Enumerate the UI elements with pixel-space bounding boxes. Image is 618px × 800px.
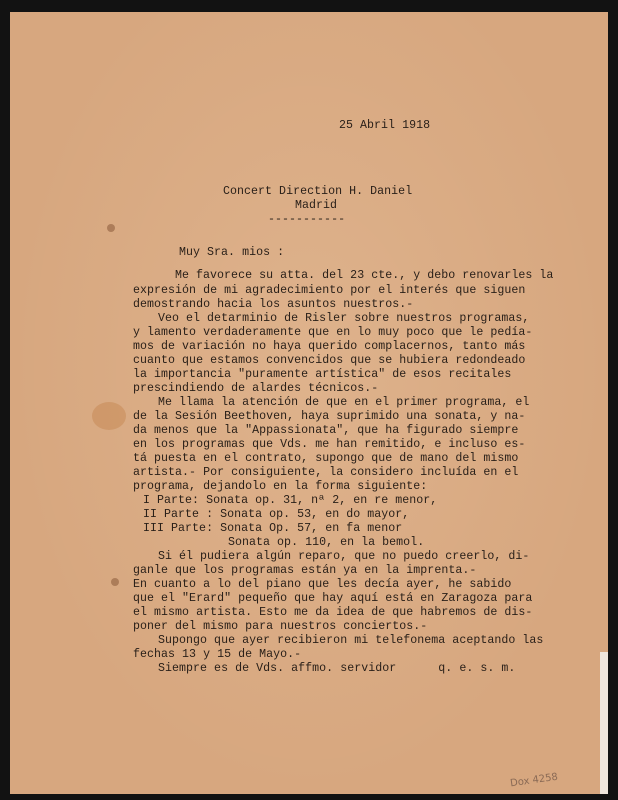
closing-line: Siempre es de Vds. affmo. servidor q. e. s. m. [158, 662, 516, 675]
body-line: Supongo que ayer recibieron mi telefonema aceptando las [158, 634, 544, 647]
body-line: Me llama la atención de que en el primer programa, el [158, 396, 530, 409]
body-line: fechas 13 y 15 de Mayo.- [133, 648, 302, 661]
body-line: prescindiendo de alardes técnicos.- [133, 382, 379, 395]
body-line: en los programas que Vds. me han remitido, e incluso es- [133, 438, 526, 451]
punch-hole [107, 224, 115, 232]
program-line: II Parte : Sonata op. 53, en do mayor, [143, 508, 410, 521]
body-line: el mismo artista. Esto me da idea de que habremos de dis- [133, 606, 533, 619]
body-line: En cuanto a lo del piano que les decía ayer, he sabido [133, 578, 512, 591]
body-line: tá puesta en el contrato, supongo que de mano del mismo [133, 452, 519, 465]
stain-mark [92, 402, 126, 430]
body-line: da menos que la "Appassionata", que ha figurado siempre [133, 424, 519, 437]
program-line: III Parte: Sonata Op. 57, en fa menor [143, 522, 403, 535]
addressee-line: Concert Direction H. Daniel [223, 185, 413, 198]
body-line: de la Sesión Beethoven, haya suprimido una sonata, y na- [133, 410, 526, 423]
body-line: Me favorece su atta. del 23 cte., y debo renovarles la [175, 269, 554, 282]
body-line: la importancia "puramente artística" de esos recitales [133, 368, 512, 381]
addressee-line: Madrid [295, 199, 338, 212]
body-line: ganle que los programas están ya en la imprenta.- [133, 564, 477, 577]
body-line: cuanto que estamos convencidos que se hubiera redondeado [133, 354, 526, 367]
punch-hole [111, 578, 119, 586]
body-line: Veo el detarminio de Risler sobre nuestros programas, [158, 312, 530, 325]
letter-date: 25 Abril 1918 [339, 119, 431, 132]
body-line: y lamento verdaderamente que en lo muy poco que le pedía- [133, 326, 533, 339]
addressee-line: ----------- [268, 213, 346, 226]
body-line: demostrando hacia los asuntos nuestros.- [133, 298, 414, 311]
body-line: que el "Erard" pequeño que hay aquí está en Zaragoza para [133, 592, 533, 605]
program-line: I Parte: Sonata op. 31, nª 2, en re menor, [143, 494, 438, 507]
body-line: artista.- Por consiguiente, la considero incluída en el [133, 466, 519, 479]
letter-page [10, 12, 608, 794]
paper-edge [600, 652, 608, 794]
program-line: Sonata op. 110, en la bemol. [228, 536, 425, 549]
body-line: mos de variación no haya querido complacernos, tanto más [133, 340, 526, 353]
body-line: Si él pudiera algún reparo, que no puedo creerlo, di- [158, 550, 530, 563]
body-line: poner del mismo para nuestros conciertos.- [133, 620, 428, 633]
archive-mark: Dox 4258 [509, 771, 559, 790]
body-line: programa, dejandolo en la forma siguiente: [133, 480, 428, 493]
body-line: expresión de mi agradecimiento por el interés que siguen [133, 284, 526, 297]
salutation: Muy Sra. mios : [179, 246, 285, 259]
